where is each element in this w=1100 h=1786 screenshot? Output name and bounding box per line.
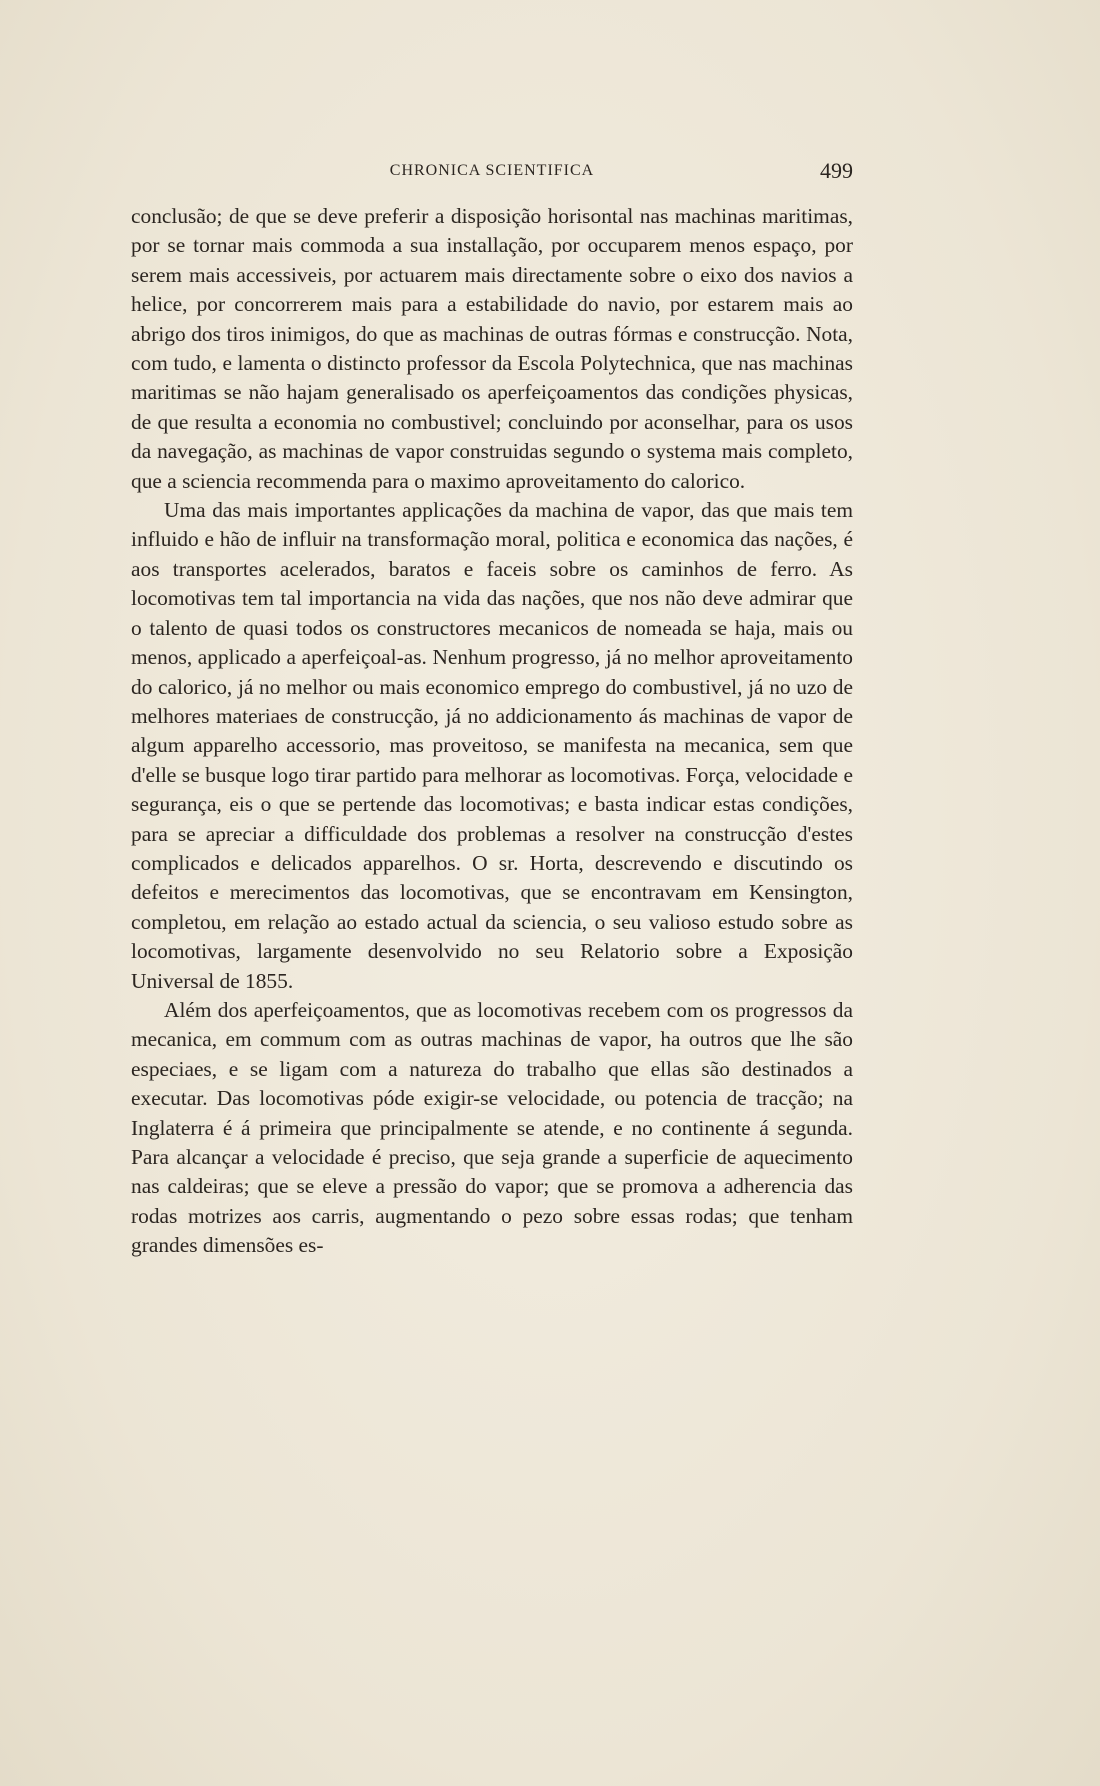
page-number: 499 <box>820 158 853 183</box>
paragraph-2: Uma das mais importantes applicações da machina de vapor, das que mais tem influido e hão de influir na transformação moral, politica e economica das nações, é aos transportes acelerados, baratos e faceis sobre os caminhos de ferro. As locomotivas tem tal importancia na vida das nações, que nos não deve admirar que o talento de quasi todos os constructores mecanicos de nomeada se haja, mais ou menos, applicado a aperfeiçoal-as. Nenhum progresso, já no melhor aproveitamento do calorico, já no melhor ou mais economico emprego do combustivel, já no uzo de melhores materiaes de construcção, já no addicionamento ás machinas de vapor de algum apparelho accessorio, mas proveitoso, se manifesta na mecanica, sem que d'elle se busque logo tirar partido para melhorar as locomotivas. Força, velocidade e segurança, eis o que se pertende das locomotivas; e basta indicar estas condições, para se apreciar a difficuldade dos problemas a resolver na construcção d'estes complicados e delicados apparelhos. O sr. Horta, descrevendo e discutindo os defeitos e merecimentos das locomotivas, que se encontravam em Kensington, completou, em relação ao estado actual da sciencia, o seu valioso estudo sobre as locomotivas, largamente desenvolvido no seu Relatorio sobre a Exposição Universal de 1855. <box>131 498 853 993</box>
paragraph-1: conclusão; de que se deve preferir a disposição horisontal nas machinas maritimas, por se tornar mais commoda a sua installação, por occuparem menos espaço, por serem mais accessiveis, por actuarem mais directamente sobre o eixo dos navios a helice, por concorrerem mais para a estabilidade do navio, por estarem mais ao abrigo dos tiros inimigos, do que as machinas de outras fórmas e construcção. Nota, com tudo, e lamenta o distincto professor da Escola Polytechnica, que nas machinas maritimas se não hajam generalisado os aperfeiçoamentos das condições physicas, de que resulta a economia no combustivel; concluindo por aconselhar, para os usos da navegação, as machinas de vapor construidas segundo o systema mais completo, que a sciencia recommenda para o maximo aproveitamento do calorico. <box>131 204 853 493</box>
running-head <box>131 156 853 186</box>
running-title: CHRONICA SCIENTIFICA <box>389 162 595 179</box>
paragraph-3: Além dos aperfeiçoamentos, que as locomotivas recebem com os progressos da mecanica, em commum com as outras machinas de vapor, ha outros que lhe são especiaes, e se ligam com a natureza do trabalho que ellas são destinados a executar. Das locomotivas póde exigir-se velocidade, ou potencia de tracção; na Inglaterra é á primeira que principalmente se atende, e no continente á segunda. Para alcançar a velocidade é preciso, que seja grande a superficie de aquecimento nas caldeiras; que se eleve a pressão do vapor; que se promova a adherencia das rodas motrizes aos carris, augmentando o pezo sobre essas rodas; que tenham grandes dimensões es- <box>131 997 853 1258</box>
body-text <box>131 202 853 1261</box>
